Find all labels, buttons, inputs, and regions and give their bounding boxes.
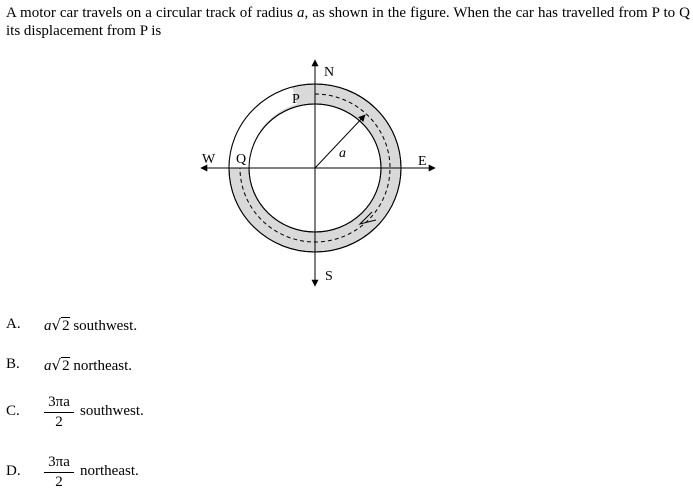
option-direction: southwest. — [80, 403, 144, 419]
option-letter: D. — [6, 463, 21, 479]
option-radicand: 2 — [62, 358, 70, 374]
option-fraction — [44, 394, 74, 431]
option-letter: C. — [6, 403, 20, 419]
label-west: W — [202, 152, 216, 167]
fraction-denominator: 2 — [55, 414, 63, 430]
option-b[interactable] — [6, 356, 306, 376]
label-south: S — [325, 269, 333, 284]
option-direction: southwest. — [73, 318, 138, 334]
option-coefficient: a — [44, 318, 52, 334]
option-coefficient: a — [44, 358, 52, 374]
fraction-numerator: 3πa — [44, 454, 74, 473]
option-direction: northeast. — [80, 463, 139, 479]
question-part-1: A motor car travels on a circular track of radius — [6, 5, 298, 21]
label-q: Q — [236, 152, 247, 167]
label-north: N — [324, 65, 335, 80]
option-c[interactable] — [6, 394, 306, 436]
option-fraction — [44, 454, 74, 491]
label-p: P — [292, 92, 300, 107]
option-d[interactable] — [6, 454, 306, 496]
option-letter: B. — [6, 356, 20, 372]
label-radius: a — [339, 146, 346, 161]
question-variable: a — [297, 5, 305, 21]
option-letter: A. — [6, 316, 21, 332]
label-east: E — [418, 154, 427, 169]
option-direction: northeast. — [73, 358, 133, 374]
fraction-numerator: 3πa — [44, 394, 74, 413]
option-a[interactable] — [6, 316, 306, 336]
option-radicand: 2 — [62, 318, 70, 334]
fraction-denominator: 2 — [55, 474, 63, 490]
sqrt-icon: √ — [51, 316, 62, 334]
question-part-2: , as shown in the figure. When the car has travelled from P to Q its displacement from P is — [6, 5, 690, 39]
sqrt-icon: √ — [51, 356, 62, 374]
